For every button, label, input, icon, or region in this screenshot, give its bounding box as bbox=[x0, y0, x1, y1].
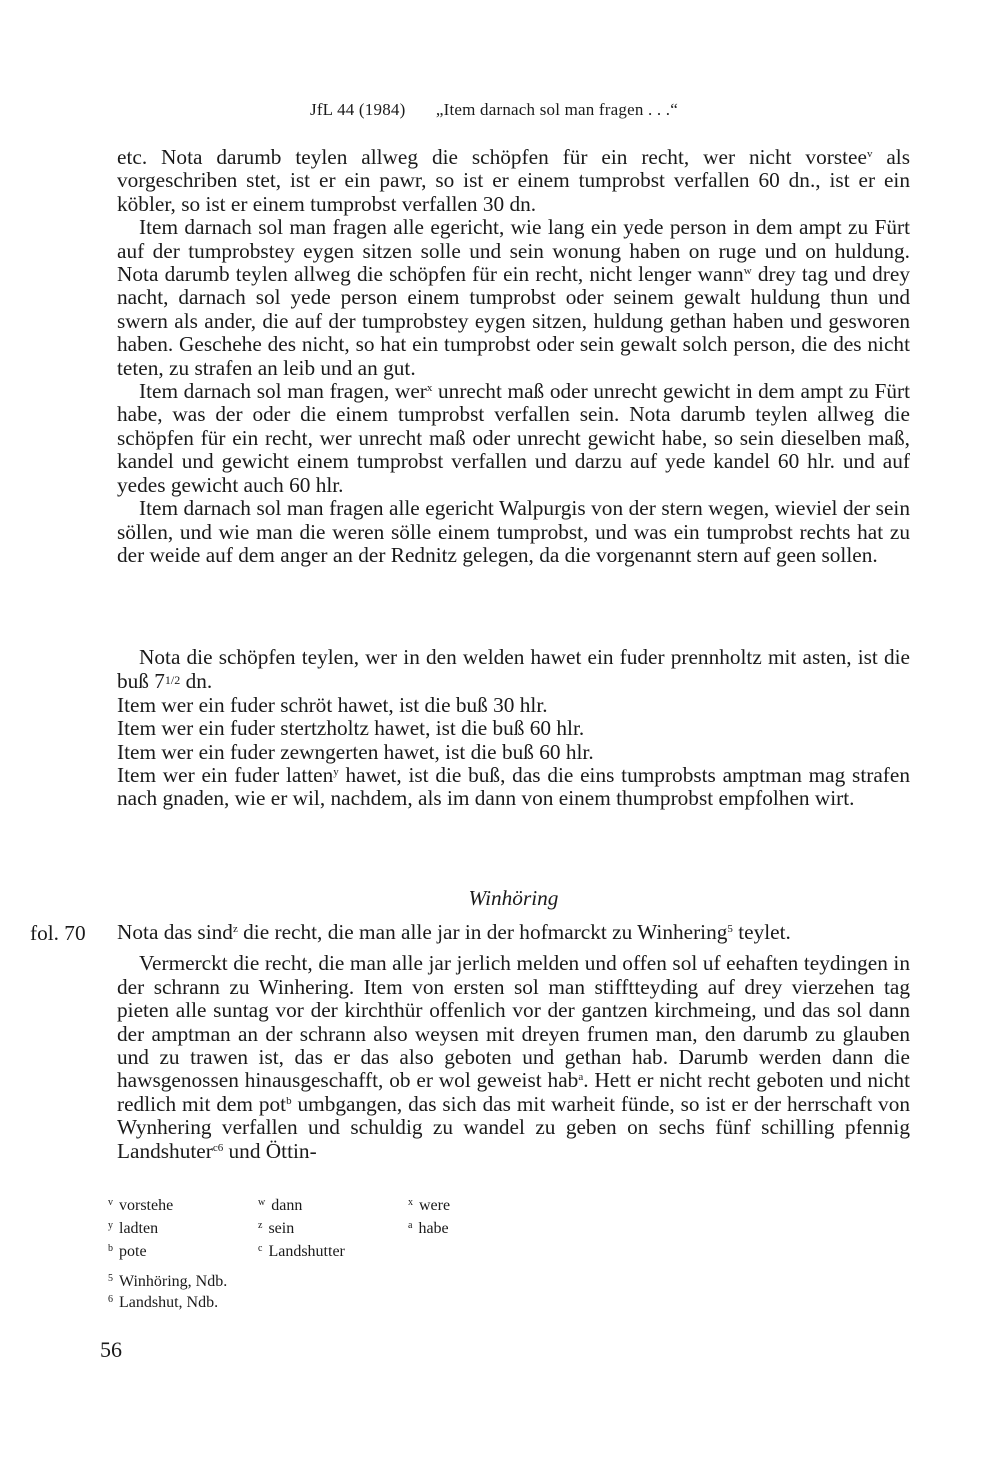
footnote: $^c$ Landshutter bbox=[258, 1243, 345, 1260]
journal-reference: JfL 44 (1984) bbox=[310, 100, 406, 119]
page-number: 56 bbox=[100, 1337, 122, 1362]
paragraph: Item darnach sol man fragen alle egericht, wie lang ein yede person in dem ampt zu Fürt auf der tumprobstey eygen sitzen solle und sein wonung haben on ruge und on huldung. Nota darumb teylen allweg die schöpfen für ein recht, nicht lenger wann$^w$ drey tag und drey nacht, darnach sol yede person einem tumprobst oder seinem gewalt huldung thun und swern als ander, die auf der tumprobstey eygen sitzen, huldung gethan haben und gesworen haben. Geschehe des nicht, so hat ein tumprobst oder sein gewalt solch person, die des nicht teten, zu strafen an leib und an gut. bbox=[117, 215, 910, 380]
variant-footnotes bbox=[108, 1195, 608, 1262]
footnote-mark: v bbox=[866, 148, 873, 160]
footnote: $^6$ Landshut, Ndb. bbox=[108, 1294, 219, 1311]
fraction: 1/2 bbox=[164, 673, 181, 688]
footnote: $^z$ sein bbox=[258, 1220, 295, 1237]
footnote-mark: z bbox=[232, 923, 238, 935]
footnote: $^5$ Winhöring, Ndb. bbox=[108, 1273, 228, 1290]
footnote-mark: c6 bbox=[212, 1141, 224, 1154]
footnote-mark: 5 bbox=[727, 923, 733, 935]
footnote-mark: w bbox=[743, 265, 752, 278]
folio-margin-note: fol. 70 bbox=[30, 921, 86, 945]
section-heading: Winhöring bbox=[468, 886, 559, 910]
paragraph: Item darnach sol man fragen alle egericht Walpurgis von der stern wegen, wieviel der sein söllen, und wie man die weren sölle einem tumprobst, und was ein tumprobst rechts hat zu der weide auf dem anger an der Rednitz gelegen, da die vorgenannt stern auf geen sollen. bbox=[117, 496, 910, 567]
paragraph: Item darnach sol man fragen, wer$^x$ unrecht maß oder unrecht gewicht in dem ampt zu Fürt habe, was der oder die einem tumprobst verfallen sein. Nota darumb teylen allweg die schöpfen für ein recht, wer unrecht maß oder unrecht gewicht habe, so sein dieselben maß, kandel und gewicht einem tumprobst verfallen und darzu auf yede kandel 60 hlr. und auf yedes gewicht auch 60 hlr. bbox=[117, 379, 910, 497]
running-title: „Item darnach sol man fragen . . .“ bbox=[435, 100, 678, 119]
footnote-mark: b bbox=[286, 1094, 292, 1107]
footnote: $^y$ ladten bbox=[108, 1220, 159, 1237]
paragraph: Nota die schöpfen teylen, wer in den welden hawet ein fuder prennholtz mit asten, ist die buß 71/2 dn. bbox=[117, 645, 910, 694]
fine-line: Item wer ein fuder schröt hawet, ist die buß 30 hlr. bbox=[117, 692, 548, 717]
footnote: $^b$ pote bbox=[108, 1243, 147, 1260]
body-text-top bbox=[117, 146, 910, 567]
paragraph: Vermerckt die recht, die man alle jar jerlich melden und offen sol uf eehaften teydingen in der schrann zu Winhering. Item von ersten sol man stifftteyding auf drey vierzehen tag pieten alle suntag vor der kirchthür offenlich vor der gantzen kirchmeing, und das sol dann der amptman an der schrann also weysen mit dreyen frumen man, den darumb zu glauben und zu trawen ist, das er das also geboten und gethan hab. Darumb werden dann die hawsgenossen hinausgeschafft, ob er wol geweist hab$^a$. Hett er nicht recht geboten und nicht redlich mit dem pot$^b$ umbgangen, das sich das mit warheit fünde, so ist er der herrschaft von Wynhering verfallen und schuldig zu wandel zu geben on sechs fünf schilling pfennig Landshuter$^{c6}$ und Öttin- bbox=[117, 951, 910, 1163]
body-text-section bbox=[117, 921, 910, 1163]
footnote: $^w$ dann bbox=[258, 1197, 303, 1214]
fine-line: Item wer ein fuder stertzholtz hawet, ist die buß 60 hlr. bbox=[117, 716, 585, 741]
fine-line: Item wer ein fuder latten$^y$ hawet, ist die buß, das die eins tumprobsts amptman mag strafen nach gnaden, wie er wil, nachdem, als im dann von einem thumprobst empfolhen wirt. bbox=[117, 763, 910, 811]
footnote: $^x$ were bbox=[408, 1197, 451, 1214]
running-head bbox=[310, 100, 678, 120]
fines-list bbox=[117, 646, 910, 811]
place-footnotes bbox=[108, 1271, 227, 1313]
footnote: $^v$ vorstehe bbox=[108, 1197, 174, 1214]
footnote: $^a$ habe bbox=[408, 1220, 449, 1237]
footnote-mark: a bbox=[578, 1071, 584, 1084]
footnote-mark: y bbox=[333, 766, 339, 779]
fine-line: Item wer ein fuder zewngerten hawet, ist die buß 60 hlr. bbox=[117, 739, 594, 764]
paragraph: etc. Nota darumb teylen allweg die schöpfen für ein recht, wer nicht vorstee$^v$ als vorgeschriben stet, ist er ein pawr, so ist er einem tumprobst verfallen 60 dn., ist er ein köbler, so ist er einem tumprobst verfallen 30 dn. bbox=[117, 145, 911, 216]
footnote-mark: x bbox=[426, 382, 433, 395]
paragraph: Nota das sind$^z$ die recht, die man alle jar in der hofmarckt zu Winhering$^5$ teylet. bbox=[117, 920, 791, 944]
